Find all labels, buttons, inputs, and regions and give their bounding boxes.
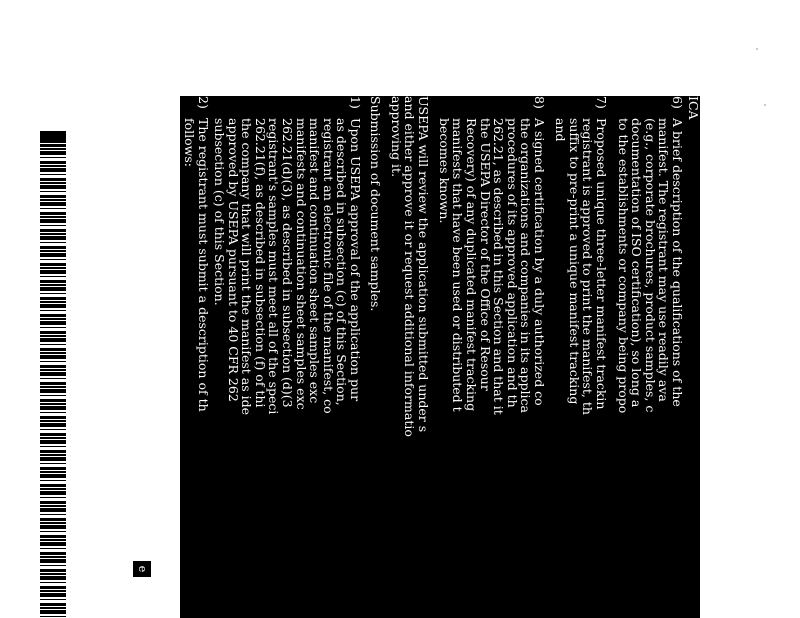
text-line: 262.21(d)(3), as described in subsection (d)(3 <box>280 118 296 408</box>
text-line: (e.g., corporate brochures, product samples, c <box>642 118 658 413</box>
text-line: Recovery) of any duplicated manifest tracking <box>464 118 480 412</box>
text-line: A signed certification by a duly authorized co <box>532 118 547 406</box>
text-line: and <box>553 118 569 142</box>
item-text <box>554 118 608 618</box>
item-number: 1) <box>348 96 363 109</box>
text-line: the USEPA Director of the Office of Resour <box>477 118 493 391</box>
section-heading: Submission of document samples. <box>368 96 383 312</box>
item-text <box>153 150 180 618</box>
item-label: A) <box>166 118 181 132</box>
text-line: manifest. The registrant may use readily ava <box>656 118 672 402</box>
item-number: 2) <box>196 96 211 109</box>
text-line: approved by USEPA pursuant to 40 CFR 262 <box>225 118 241 402</box>
text-line: becomes known. <box>436 118 452 224</box>
item-text <box>437 118 546 618</box>
text-line: registrant an electronic file of the manifest, co <box>320 118 336 414</box>
header-fragment: ICA <box>686 96 701 120</box>
rotated-text-block <box>152 96 701 618</box>
text-line: the organizations and companies in its applica <box>518 118 534 413</box>
inverted-text-panel <box>152 96 701 618</box>
text-line: follows: <box>182 118 198 167</box>
item-text <box>212 118 362 618</box>
text-line: documentation of ISO certification), so long a <box>629 118 645 408</box>
barcode-cap <box>40 131 66 143</box>
text-line: suffix to pre-print a unique manifest tracking <box>566 118 582 405</box>
text-line: as described in subsection (c) of this Section, <box>334 118 350 406</box>
text-line: 262.21(f), as described in subsection (f) of thi <box>252 118 268 408</box>
item-text <box>616 118 684 618</box>
text-line: subsection (c) of this Section. <box>212 118 228 306</box>
text-line: A brief description of the qualifications of the <box>670 118 685 407</box>
text-line: the company that will print the manifest as ide <box>239 118 255 416</box>
review-paragraph <box>389 96 430 618</box>
text-line: procedures of its approved application and th <box>504 118 520 408</box>
text-line: The paper type (i.e., manufacturer and <box>166 150 181 397</box>
text-line: manifests and continuation sheet samples exc <box>293 118 309 410</box>
text-line: registrant's samples must meet all of the speci <box>266 118 282 415</box>
text-line: manifest and continuation sheet samples exc <box>307 118 323 404</box>
text-line: registrant is approved to print the manifest, th <box>580 118 596 415</box>
text-line: and either approve it or request additional informatio <box>402 96 418 437</box>
item-text <box>183 118 210 618</box>
barcode-strip <box>40 131 66 618</box>
text-line: Proposed unique three-letter manifest trackin <box>594 118 609 410</box>
item-number: 7) <box>594 96 609 109</box>
text-line: 262.21, as described in this Section and that it <box>491 118 507 415</box>
text-line: paper); <box>152 150 168 196</box>
item-number: 6) <box>670 96 685 109</box>
scan-speck <box>764 104 766 106</box>
text-line: to the establishments or company being propo <box>615 118 631 414</box>
text-line: USEPA will review the application submitted under s <box>416 96 431 433</box>
text-line: approving it. <box>388 96 404 178</box>
page-mark: e <box>133 561 151 577</box>
text-line: manifests that have been used or distributed t <box>450 118 466 412</box>
text-line: The registrant must submit a description of th <box>196 118 211 412</box>
text-line: Upon USEPA approval of the application pur <box>348 118 363 402</box>
scan-speck <box>756 48 758 50</box>
item-number: 8) <box>532 96 547 109</box>
